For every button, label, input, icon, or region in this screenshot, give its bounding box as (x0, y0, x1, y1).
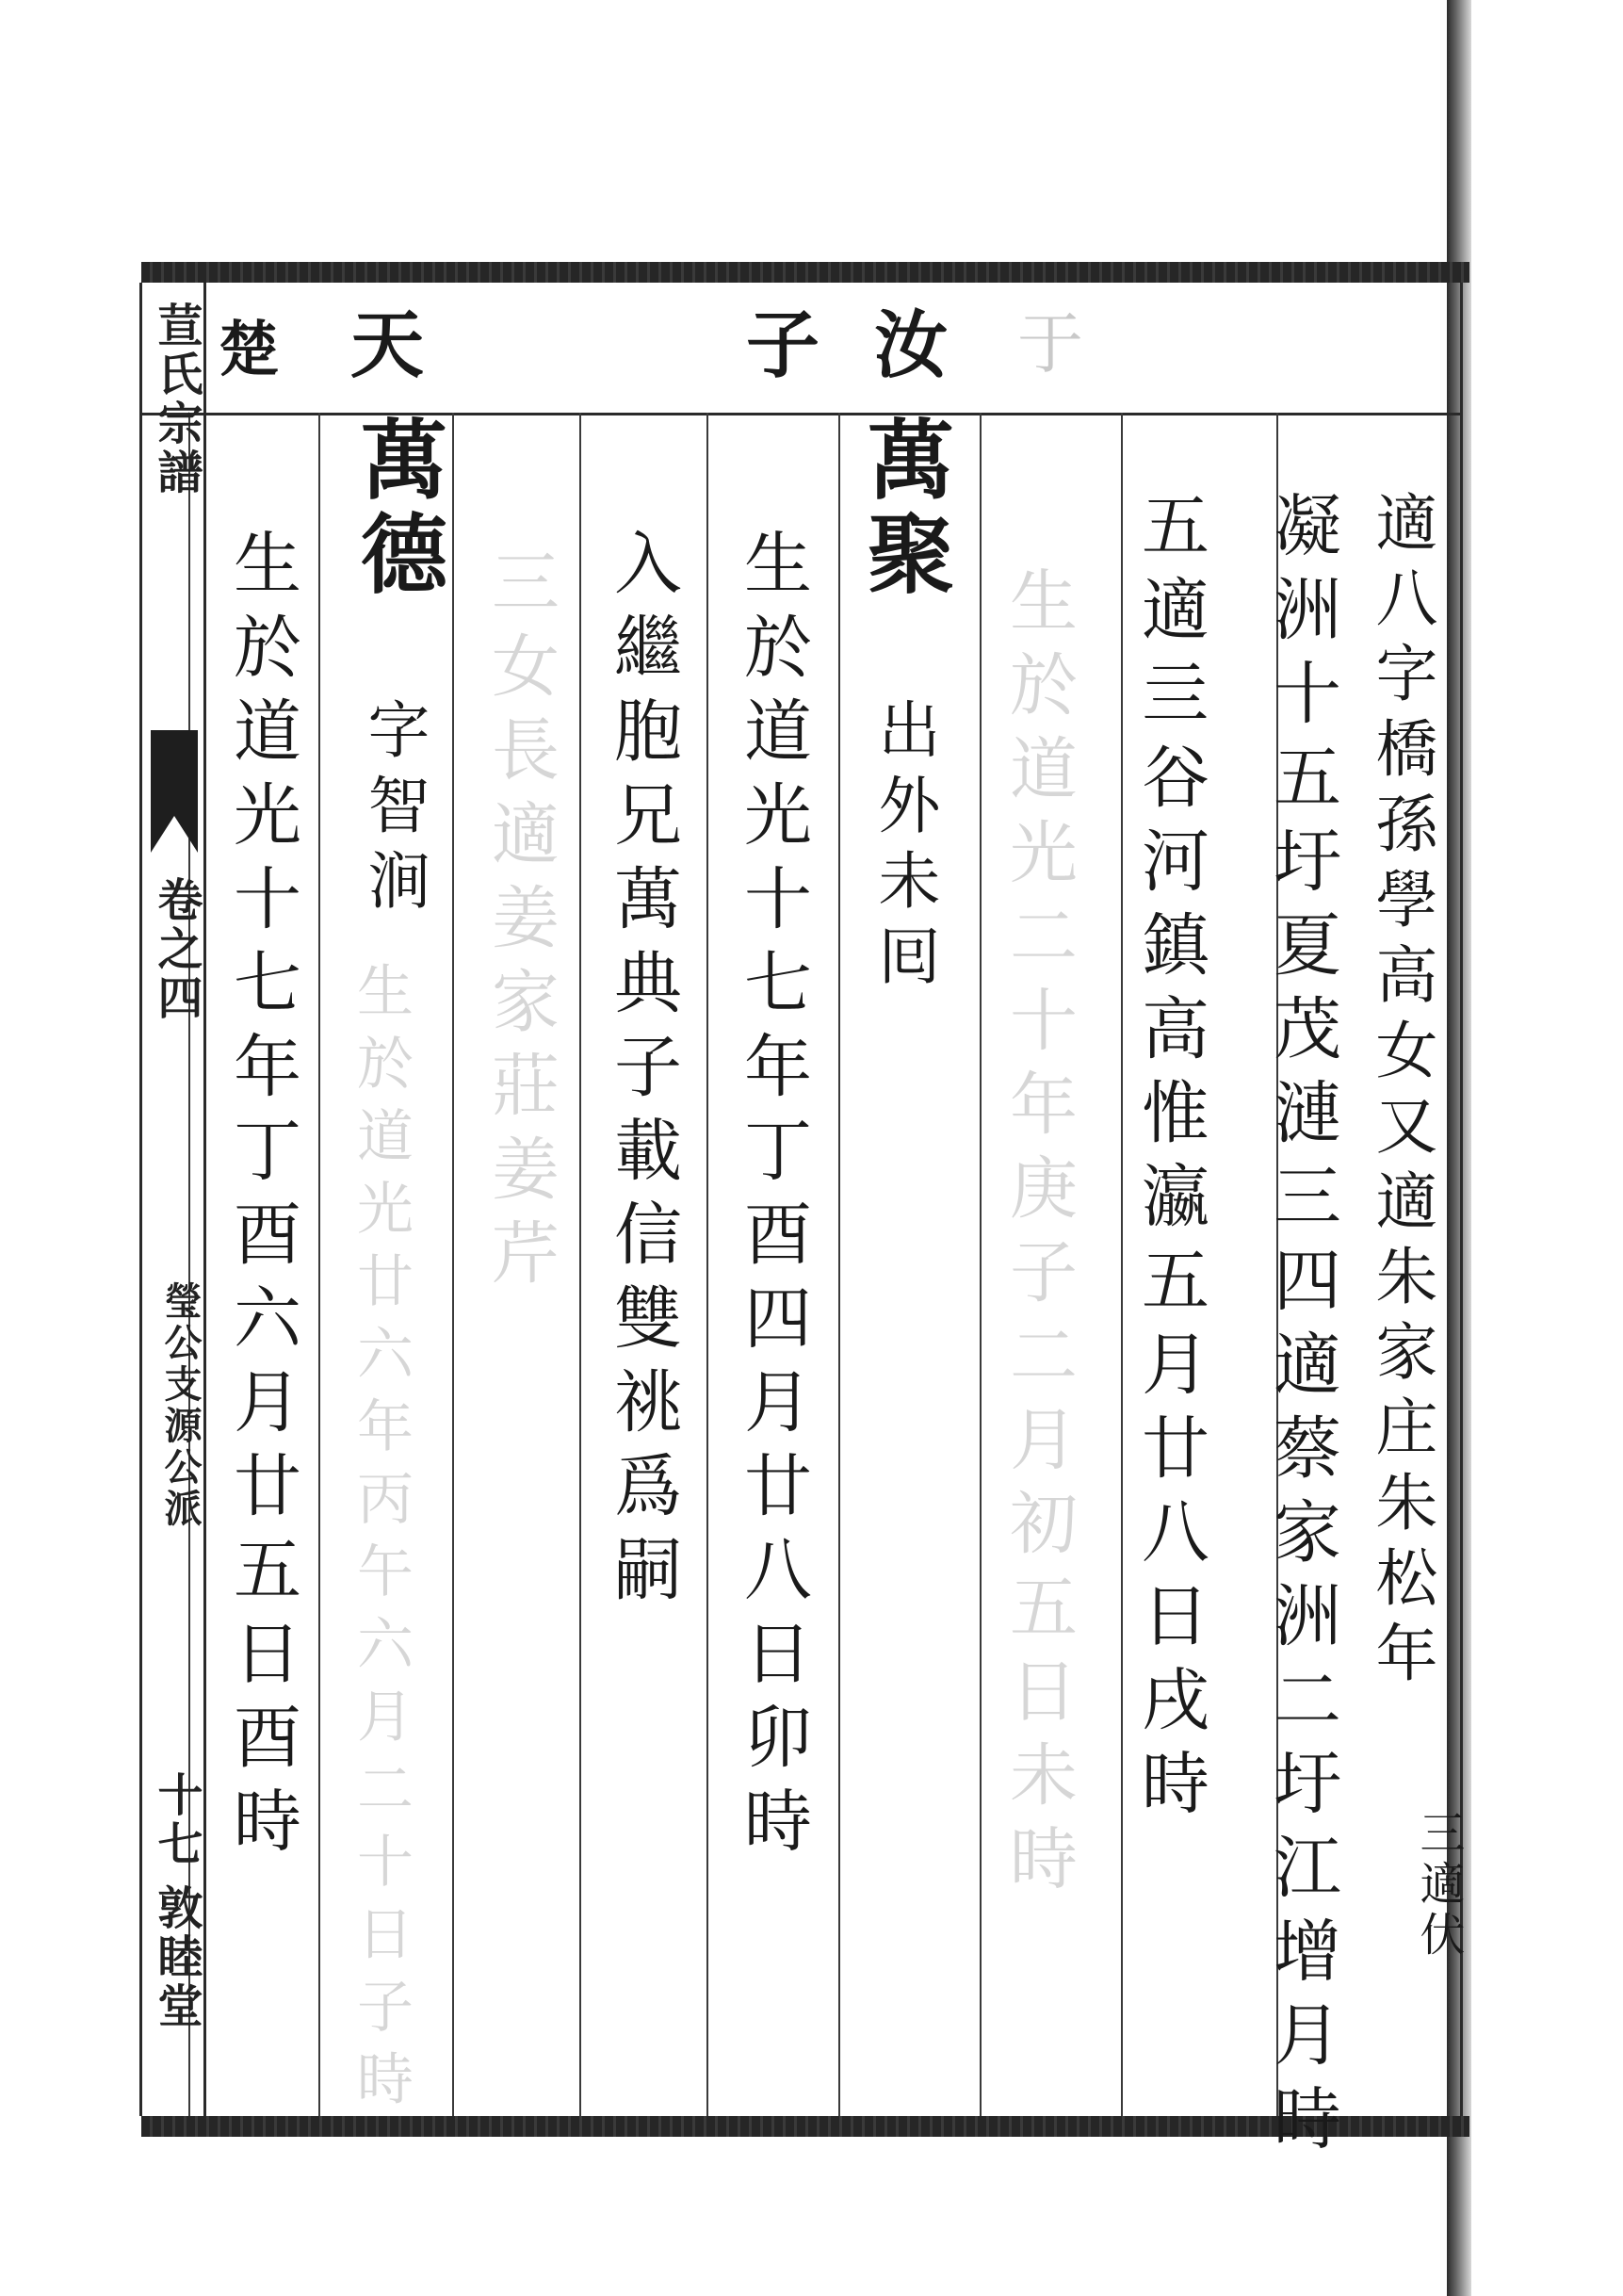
faint-generation-label: 于 (1017, 305, 1083, 383)
bleed-through-text: 三女長適姜家莊姜芹 (480, 546, 560, 1301)
hall-name: 敦睦堂 (150, 1884, 203, 2031)
person-note: 出外未囘 (868, 697, 940, 999)
top-border-bar (141, 262, 1469, 283)
entry-note: 三適伏 (1412, 1809, 1465, 1962)
column-divider (980, 413, 982, 2116)
entry-text: 生於道光十七年丁酉六月廿五日酉時 (222, 528, 301, 1869)
header-divider-line (141, 413, 1460, 415)
column-divider (706, 413, 708, 2116)
column-divider (838, 413, 840, 2116)
column-divider (579, 413, 581, 2116)
person-name: 萬聚 (853, 415, 955, 603)
generation-label: 汝 (874, 302, 949, 388)
entry-text: 入繼胞兄萬典子載信雙祧爲嗣 (603, 528, 682, 1618)
entry-text: 適八字橋孫學高女又適朱家庄朱松年 (1365, 490, 1437, 1696)
volume-label: 卷之四 (150, 876, 203, 1023)
column-divider (452, 413, 454, 2116)
bleed-through-text: 生於道光二十年庚子二月初五日未時 (998, 565, 1078, 1907)
column-divider (1121, 413, 1123, 2116)
branch-label: 瑩公支源公派 (158, 1281, 203, 1530)
book-title: 荁氏宗譜 (150, 301, 203, 497)
generation-label: 天 (350, 302, 425, 388)
person-note: 字智涧 (357, 697, 430, 923)
generation-label: 子 (746, 302, 820, 388)
entry-text: 五適亖谷河鎮高惟瀛五月廿八日戌時 (1130, 490, 1209, 1832)
entry-text: 生於道光十七年丁酉四月廿八日卯時 (733, 528, 812, 1869)
person-name: 萬德 (347, 415, 448, 603)
generation-label: 楚 (219, 315, 279, 385)
left-frame-line (139, 283, 142, 2116)
entry-text: 凝洲十五圩夏茂漣三四適蔡家洲二圩江增月時 (1262, 490, 1341, 2167)
page-number: 十七 (150, 1771, 203, 1869)
bleed-through-text: 生於道光廿六年丙午六月二十日子時 (348, 961, 414, 2122)
column-divider (318, 413, 320, 2116)
